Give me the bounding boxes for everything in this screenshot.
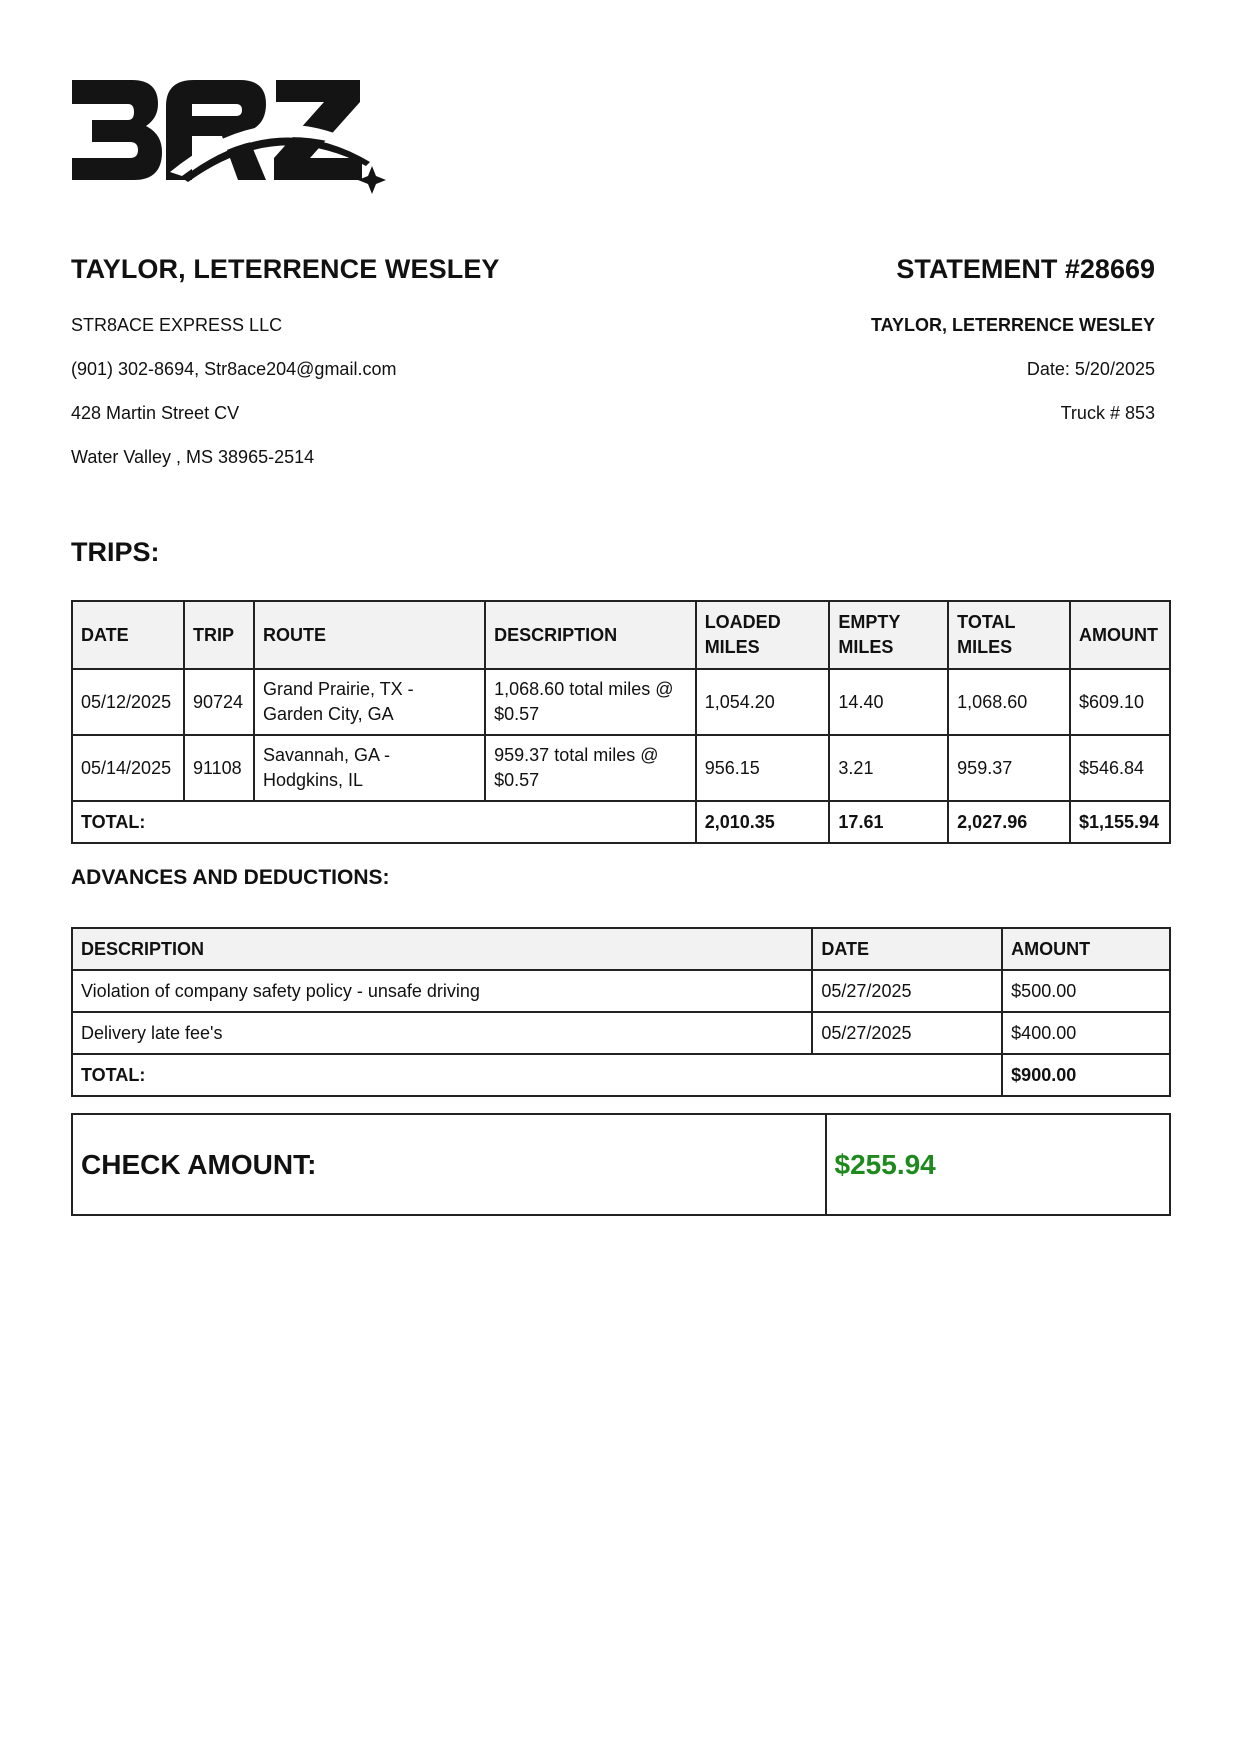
statement-number: STATEMENT #28669 bbox=[896, 254, 1155, 284]
trip-total-miles: 1,068.60 bbox=[948, 669, 1070, 735]
col-description: DESCRIPTION bbox=[72, 928, 812, 970]
trips-title: TRIPS: bbox=[71, 537, 160, 567]
trip-route: Grand Prairie, TX - Garden City, GA bbox=[254, 669, 485, 735]
trip-number: 91108 bbox=[184, 735, 254, 801]
advances-title: ADVANCES AND DEDUCTIONS: bbox=[71, 866, 390, 889]
address-line-1: 428 Martin Street CV bbox=[71, 403, 240, 423]
col-trip: TRIP bbox=[184, 601, 254, 669]
trips-total-row bbox=[72, 801, 1170, 843]
statement-date: Date: 5/20/2025 bbox=[1026, 359, 1155, 379]
col-loaded-miles: LOADED MILES bbox=[696, 601, 830, 669]
trips-total-loaded: 2,010.35 bbox=[696, 801, 830, 843]
advances-total-label: TOTAL: bbox=[72, 1054, 1002, 1096]
trip-loaded-miles: 1,054.20 bbox=[696, 669, 830, 735]
trips-table bbox=[71, 600, 1171, 844]
trip-date: 05/12/2025 bbox=[72, 669, 184, 735]
deduction-description: Violation of company safety policy - unsafe driving bbox=[72, 970, 812, 1012]
deduction-date: 05/27/2025 bbox=[812, 1012, 1002, 1054]
check-amount-box bbox=[71, 1113, 1171, 1216]
col-total-miles: TOTAL MILES bbox=[948, 601, 1070, 669]
deduction-date: 05/27/2025 bbox=[812, 970, 1002, 1012]
check-amount-label: CHECK AMOUNT: bbox=[72, 1114, 826, 1215]
company-logo bbox=[70, 76, 390, 196]
deduction-amount: $400.00 bbox=[1002, 1012, 1170, 1054]
trip-route: Savannah, GA - Hodgkins, IL bbox=[254, 735, 485, 801]
truck-number: Truck # 853 bbox=[1060, 403, 1155, 423]
deduction-amount: $500.00 bbox=[1002, 970, 1170, 1012]
trip-empty-miles: 14.40 bbox=[829, 669, 948, 735]
col-date: DATE bbox=[72, 601, 184, 669]
trip-total-miles: 959.37 bbox=[948, 735, 1070, 801]
advances-total-amount: $900.00 bbox=[1002, 1054, 1170, 1096]
col-description: DESCRIPTION bbox=[485, 601, 696, 669]
check-amount-row bbox=[72, 1114, 1170, 1215]
trip-amount: $546.84 bbox=[1070, 735, 1170, 801]
col-amount: AMOUNT bbox=[1002, 928, 1170, 970]
company-name: STR8ACE EXPRESS LLC bbox=[71, 315, 283, 335]
deduction-description: Delivery late fee's bbox=[72, 1012, 812, 1054]
trips-total-amount: $1,155.94 bbox=[1070, 801, 1170, 843]
trip-empty-miles: 3.21 bbox=[829, 735, 948, 801]
col-amount: AMOUNT bbox=[1070, 601, 1170, 669]
table-row bbox=[72, 970, 1170, 1012]
table-row bbox=[72, 735, 1170, 801]
trip-loaded-miles: 956.15 bbox=[696, 735, 830, 801]
address-line-2: Water Valley , MS 38965-2514 bbox=[71, 447, 315, 467]
brz-logo-icon bbox=[70, 76, 390, 196]
col-date: DATE bbox=[812, 928, 1002, 970]
col-route: ROUTE bbox=[254, 601, 485, 669]
advances-total-row bbox=[72, 1054, 1170, 1096]
statement-driver-name: TAYLOR, LETERRENCE WESLEY bbox=[870, 315, 1155, 335]
advances-header-row bbox=[72, 928, 1170, 970]
trips-header-row bbox=[72, 601, 1170, 669]
driver-name-heading: TAYLOR, LETERRENCE WESLEY bbox=[71, 254, 500, 284]
trip-description: 1,068.60 total miles @ $0.57 bbox=[485, 669, 696, 735]
check-amount-value: $255.94 bbox=[826, 1114, 1170, 1215]
trip-description: 959.37 total miles @ $0.57 bbox=[485, 735, 696, 801]
trips-total-label: TOTAL: bbox=[72, 801, 696, 843]
advances-table bbox=[71, 927, 1171, 1097]
trip-date: 05/14/2025 bbox=[72, 735, 184, 801]
trip-number: 90724 bbox=[184, 669, 254, 735]
contact-info: (901) 302-8694, Str8ace204@gmail.com bbox=[71, 359, 397, 379]
table-row bbox=[72, 1012, 1170, 1054]
col-empty-miles: EMPTY MILES bbox=[829, 601, 948, 669]
table-row bbox=[72, 669, 1170, 735]
trips-total-miles: 2,027.96 bbox=[948, 801, 1070, 843]
trip-amount: $609.10 bbox=[1070, 669, 1170, 735]
trips-total-empty: 17.61 bbox=[829, 801, 948, 843]
